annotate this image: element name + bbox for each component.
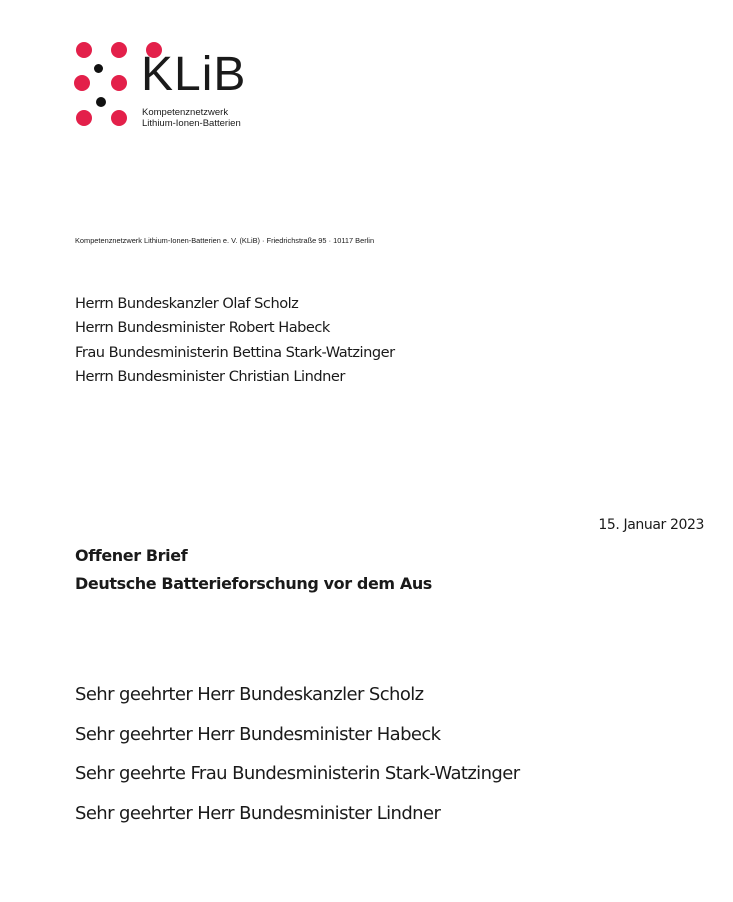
logo-wordmark: KLiB: [141, 48, 247, 101]
salutation-line: Sehr geehrte Frau Bundesministerin Stark-Watzinger: [75, 763, 520, 784]
subject-line-2: Deutsche Batterieforschung vor dem Aus: [75, 574, 432, 593]
logo-dot: [76, 42, 92, 58]
logo-tagline-line2: Lithium-Ionen-Batterien: [142, 117, 241, 129]
subject-line-1: Offener Brief: [75, 546, 188, 565]
recipient-line: Herrn Bundeskanzler Olaf Scholz: [75, 295, 299, 312]
salutation-line: Sehr geehrter Herr Bundesminister Lindner: [75, 802, 441, 824]
recipient-line: Frau Bundesministerin Bettina Stark-Watzinger: [75, 343, 395, 361]
logo-tagline-line1: Kompetenznetzwerk: [142, 107, 229, 118]
logo-tagline: [142, 108, 241, 129]
salutation-line: Sehr geehrter Herr Bundesminister Habeck: [75, 723, 441, 745]
logo-dot: [76, 110, 92, 126]
klib-logo: [74, 38, 274, 133]
sender-return-address: Kompetenznetzwerk Lithium-Ionen-Batterien e. V. (KLiB) · Friedrichstraße 95 · 10117 Berlin: [75, 236, 375, 245]
letter-date: 15. Januar 2023: [598, 517, 704, 533]
recipient-block: [75, 292, 395, 389]
logo-dot: [74, 75, 90, 91]
salutation-line: Sehr geehrter Herr Bundeskanzler Scholz: [75, 684, 424, 705]
salutation-block: [75, 682, 520, 840]
logo-dot: [111, 75, 127, 91]
logo-dot: [96, 97, 106, 107]
logo-dot: [94, 64, 103, 73]
recipient-line: Herrn Bundesminister Christian Lindner: [75, 367, 345, 385]
logo-dot: [111, 42, 127, 58]
recipient-line: Herrn Bundesminister Robert Habeck: [75, 319, 330, 337]
logo-dot: [111, 110, 127, 126]
letter-subject: [75, 542, 432, 598]
